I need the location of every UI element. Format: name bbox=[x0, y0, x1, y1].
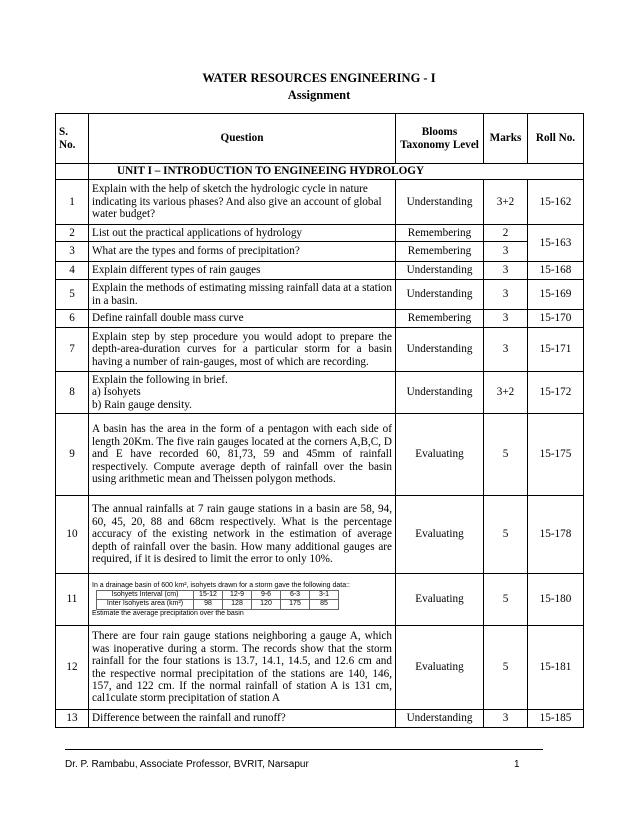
question-intro: In a drainage basin of 600 km², isohyets drawn for a storm gave the following data:: bbox=[92, 581, 350, 589]
marks-value: 5 bbox=[484, 496, 528, 574]
isohyet-data-table bbox=[96, 590, 339, 610]
isohyet-area-cell: 98 bbox=[194, 600, 223, 610]
table-row bbox=[56, 242, 584, 262]
blooms-level: Evaluating bbox=[396, 574, 484, 626]
isohyet-interval-cell: 6-3 bbox=[281, 590, 310, 600]
isohyet-interval-cell: 3-1 bbox=[310, 590, 339, 600]
table-row bbox=[56, 280, 584, 310]
table-row bbox=[56, 372, 584, 414]
isohyet-interval-label: Isohyets Interval (cm) bbox=[97, 590, 194, 600]
blooms-level: Understanding bbox=[396, 280, 484, 310]
table-row bbox=[56, 496, 584, 574]
marks-value: 3 bbox=[484, 242, 528, 262]
roll-number: 15-180 bbox=[528, 574, 584, 626]
blooms-level: Understanding bbox=[396, 710, 484, 728]
table-row bbox=[56, 710, 584, 728]
marks-value: 5 bbox=[484, 574, 528, 626]
row-number: 12 bbox=[56, 626, 89, 710]
roll-number: 15-162 bbox=[528, 180, 584, 225]
marks-value: 2 bbox=[484, 225, 528, 242]
blooms-level: Remembering bbox=[396, 225, 484, 242]
roll-number: 15-163 bbox=[528, 225, 584, 262]
blooms-level: Understanding bbox=[396, 180, 484, 225]
blooms-level: Remembering bbox=[396, 310, 484, 328]
marks-value: 3 bbox=[484, 262, 528, 280]
marks-value: 3 bbox=[484, 310, 528, 328]
marks-value: 5 bbox=[484, 626, 528, 710]
footer-divider bbox=[65, 749, 543, 750]
isohyet-area-label: Inter Isohyets area (km²) bbox=[97, 600, 194, 610]
document-title: WATER RESOURCES ENGINEERING - I bbox=[202, 71, 436, 85]
header-blooms: Blooms Taxonomy Level bbox=[396, 114, 484, 164]
row-number: 4 bbox=[56, 262, 89, 280]
table-row bbox=[56, 574, 584, 626]
assignment-table bbox=[55, 113, 584, 728]
isohyet-interval-cell: 12-9 bbox=[223, 590, 252, 600]
row-number: 3 bbox=[56, 242, 89, 262]
header-row bbox=[56, 114, 584, 164]
table-row bbox=[56, 328, 584, 372]
question-text: Explain the methods of estimating missing rainfall data at a station in a basin. bbox=[89, 280, 396, 310]
unit-row bbox=[56, 164, 584, 180]
unit-heading: UNIT I – INTRODUCTION TO ENGINEEING HYDROLOGY bbox=[89, 164, 584, 180]
blooms-level: Evaluating bbox=[396, 414, 484, 496]
blooms-level: Understanding bbox=[396, 328, 484, 372]
header-question: Question bbox=[89, 114, 396, 164]
page-number: 1 bbox=[514, 759, 520, 770]
header-marks: Marks bbox=[484, 114, 528, 164]
blooms-level: Understanding bbox=[396, 262, 484, 280]
isohyet-area-cell: 120 bbox=[252, 600, 281, 610]
header-sno: S. No. bbox=[56, 114, 89, 164]
question-text: Difference between the rainfall and runoff? bbox=[89, 710, 396, 728]
question-text: What are the types and forms of precipitation? bbox=[89, 242, 396, 262]
table-row bbox=[56, 310, 584, 328]
question-text: Explain with the help of sketch the hydrologic cycle in nature indicating its various phases? And also give an account of global water budget? bbox=[89, 180, 396, 225]
row-number: 10 bbox=[56, 496, 89, 574]
marks-value: 3 bbox=[484, 710, 528, 728]
roll-number: 15-175 bbox=[528, 414, 584, 496]
row-number: 6 bbox=[56, 310, 89, 328]
isohyet-area-cell: 175 bbox=[281, 600, 310, 610]
marks-value: 3 bbox=[484, 328, 528, 372]
table-row bbox=[56, 262, 584, 280]
marks-value: 5 bbox=[484, 414, 528, 496]
roll-number: 15-168 bbox=[528, 262, 584, 280]
marks-value: 3+2 bbox=[484, 180, 528, 225]
question-item-b: b) Rain gauge density. bbox=[92, 398, 192, 411]
blooms-level: Evaluating bbox=[396, 626, 484, 710]
isohyet-area-cell: 128 bbox=[223, 600, 252, 610]
roll-number: 15-172 bbox=[528, 372, 584, 414]
marks-value: 3+2 bbox=[484, 372, 528, 414]
isohyet-area-cell: 85 bbox=[310, 600, 339, 610]
roll-number: 15-171 bbox=[528, 328, 584, 372]
isohyet-interval-cell: 15-12 bbox=[194, 590, 223, 600]
question-text: The annual rainfalls at 7 rain gauge stations in a basin are 58, 94, 60, 45, 20, 88 and 68cm respectively. What is the percentage accuracy of the existing network in the estimation of average depth of rainfall over the basin. How many additional gauges are required, if it is desired to limit the error to only 10%. bbox=[89, 496, 396, 574]
question-text bbox=[89, 574, 396, 626]
row-number: 5 bbox=[56, 280, 89, 310]
blooms-level: Remembering bbox=[396, 242, 484, 262]
row-number: 7 bbox=[56, 328, 89, 372]
blooms-level: Evaluating bbox=[396, 496, 484, 574]
question-text: Explain step by step procedure you would adopt to prepare the depth-area-duration curves for a particular storm for a basin having a number of rain-gauges, most of which are recording. bbox=[89, 328, 396, 372]
row-number: 2 bbox=[56, 225, 89, 242]
table-row bbox=[56, 180, 584, 225]
document-subtitle: Assignment bbox=[287, 88, 351, 102]
footer-author: Dr. P. Rambabu, Associate Professor, BVRIT, Narsapur bbox=[65, 759, 309, 770]
question-intro: Explain the following in brief. bbox=[92, 373, 228, 386]
question-text: Define rainfall double mass curve bbox=[89, 310, 396, 328]
row-number: 8 bbox=[56, 372, 89, 414]
roll-number: 15-181 bbox=[528, 626, 584, 710]
question-item-a: a) Isohyets bbox=[92, 386, 141, 399]
roll-number: 15-170 bbox=[528, 310, 584, 328]
question-text: There are four rain gauge stations neighboring a gauge A, which was inoperative during a storm. The records show that the storm rainfall for the four stations is 13.7, 14.1, 14.5, and 12.6 cm and the respective normal precipitation of the stations are 140, 146, 157, and 122 cm. If the normal rainfall of station A is 131 cm, cal1culate storm precipitation of station A bbox=[89, 626, 396, 710]
roll-number: 15-169 bbox=[528, 280, 584, 310]
question-ending: Estimate the average precipitation over the basin bbox=[92, 609, 244, 617]
question-text: List out the practical applications of hydrology bbox=[89, 225, 396, 242]
table-row bbox=[56, 225, 584, 242]
table-row bbox=[56, 414, 584, 496]
isohyet-interval-row bbox=[97, 590, 339, 600]
isohyet-area-row bbox=[97, 600, 339, 610]
question-text: Explain different types of rain gauges bbox=[89, 262, 396, 280]
table-row bbox=[56, 626, 584, 710]
row-number: 13 bbox=[56, 710, 89, 728]
row-number: 11 bbox=[56, 574, 89, 626]
row-number: 1 bbox=[56, 180, 89, 225]
roll-number: 15-185 bbox=[528, 710, 584, 728]
isohyet-interval-cell: 9-6 bbox=[252, 590, 281, 600]
marks-value: 3 bbox=[484, 280, 528, 310]
blooms-level: Understanding bbox=[396, 372, 484, 414]
row-number: 9 bbox=[56, 414, 89, 496]
question-text bbox=[89, 372, 396, 414]
header-roll: Roll No. bbox=[528, 114, 584, 164]
question-text: A basin has the area in the form of a pentagon with each side of length 20Km. The five rain gauges located at the corners A,B,C, D and E have recorded 60, 81,73, 59 and 45mm of rainfall respectively. Compute average depth of rainfall over the basin using arithmetic mean and Theissen polygon methods. bbox=[89, 414, 396, 496]
roll-number: 15-178 bbox=[528, 496, 584, 574]
